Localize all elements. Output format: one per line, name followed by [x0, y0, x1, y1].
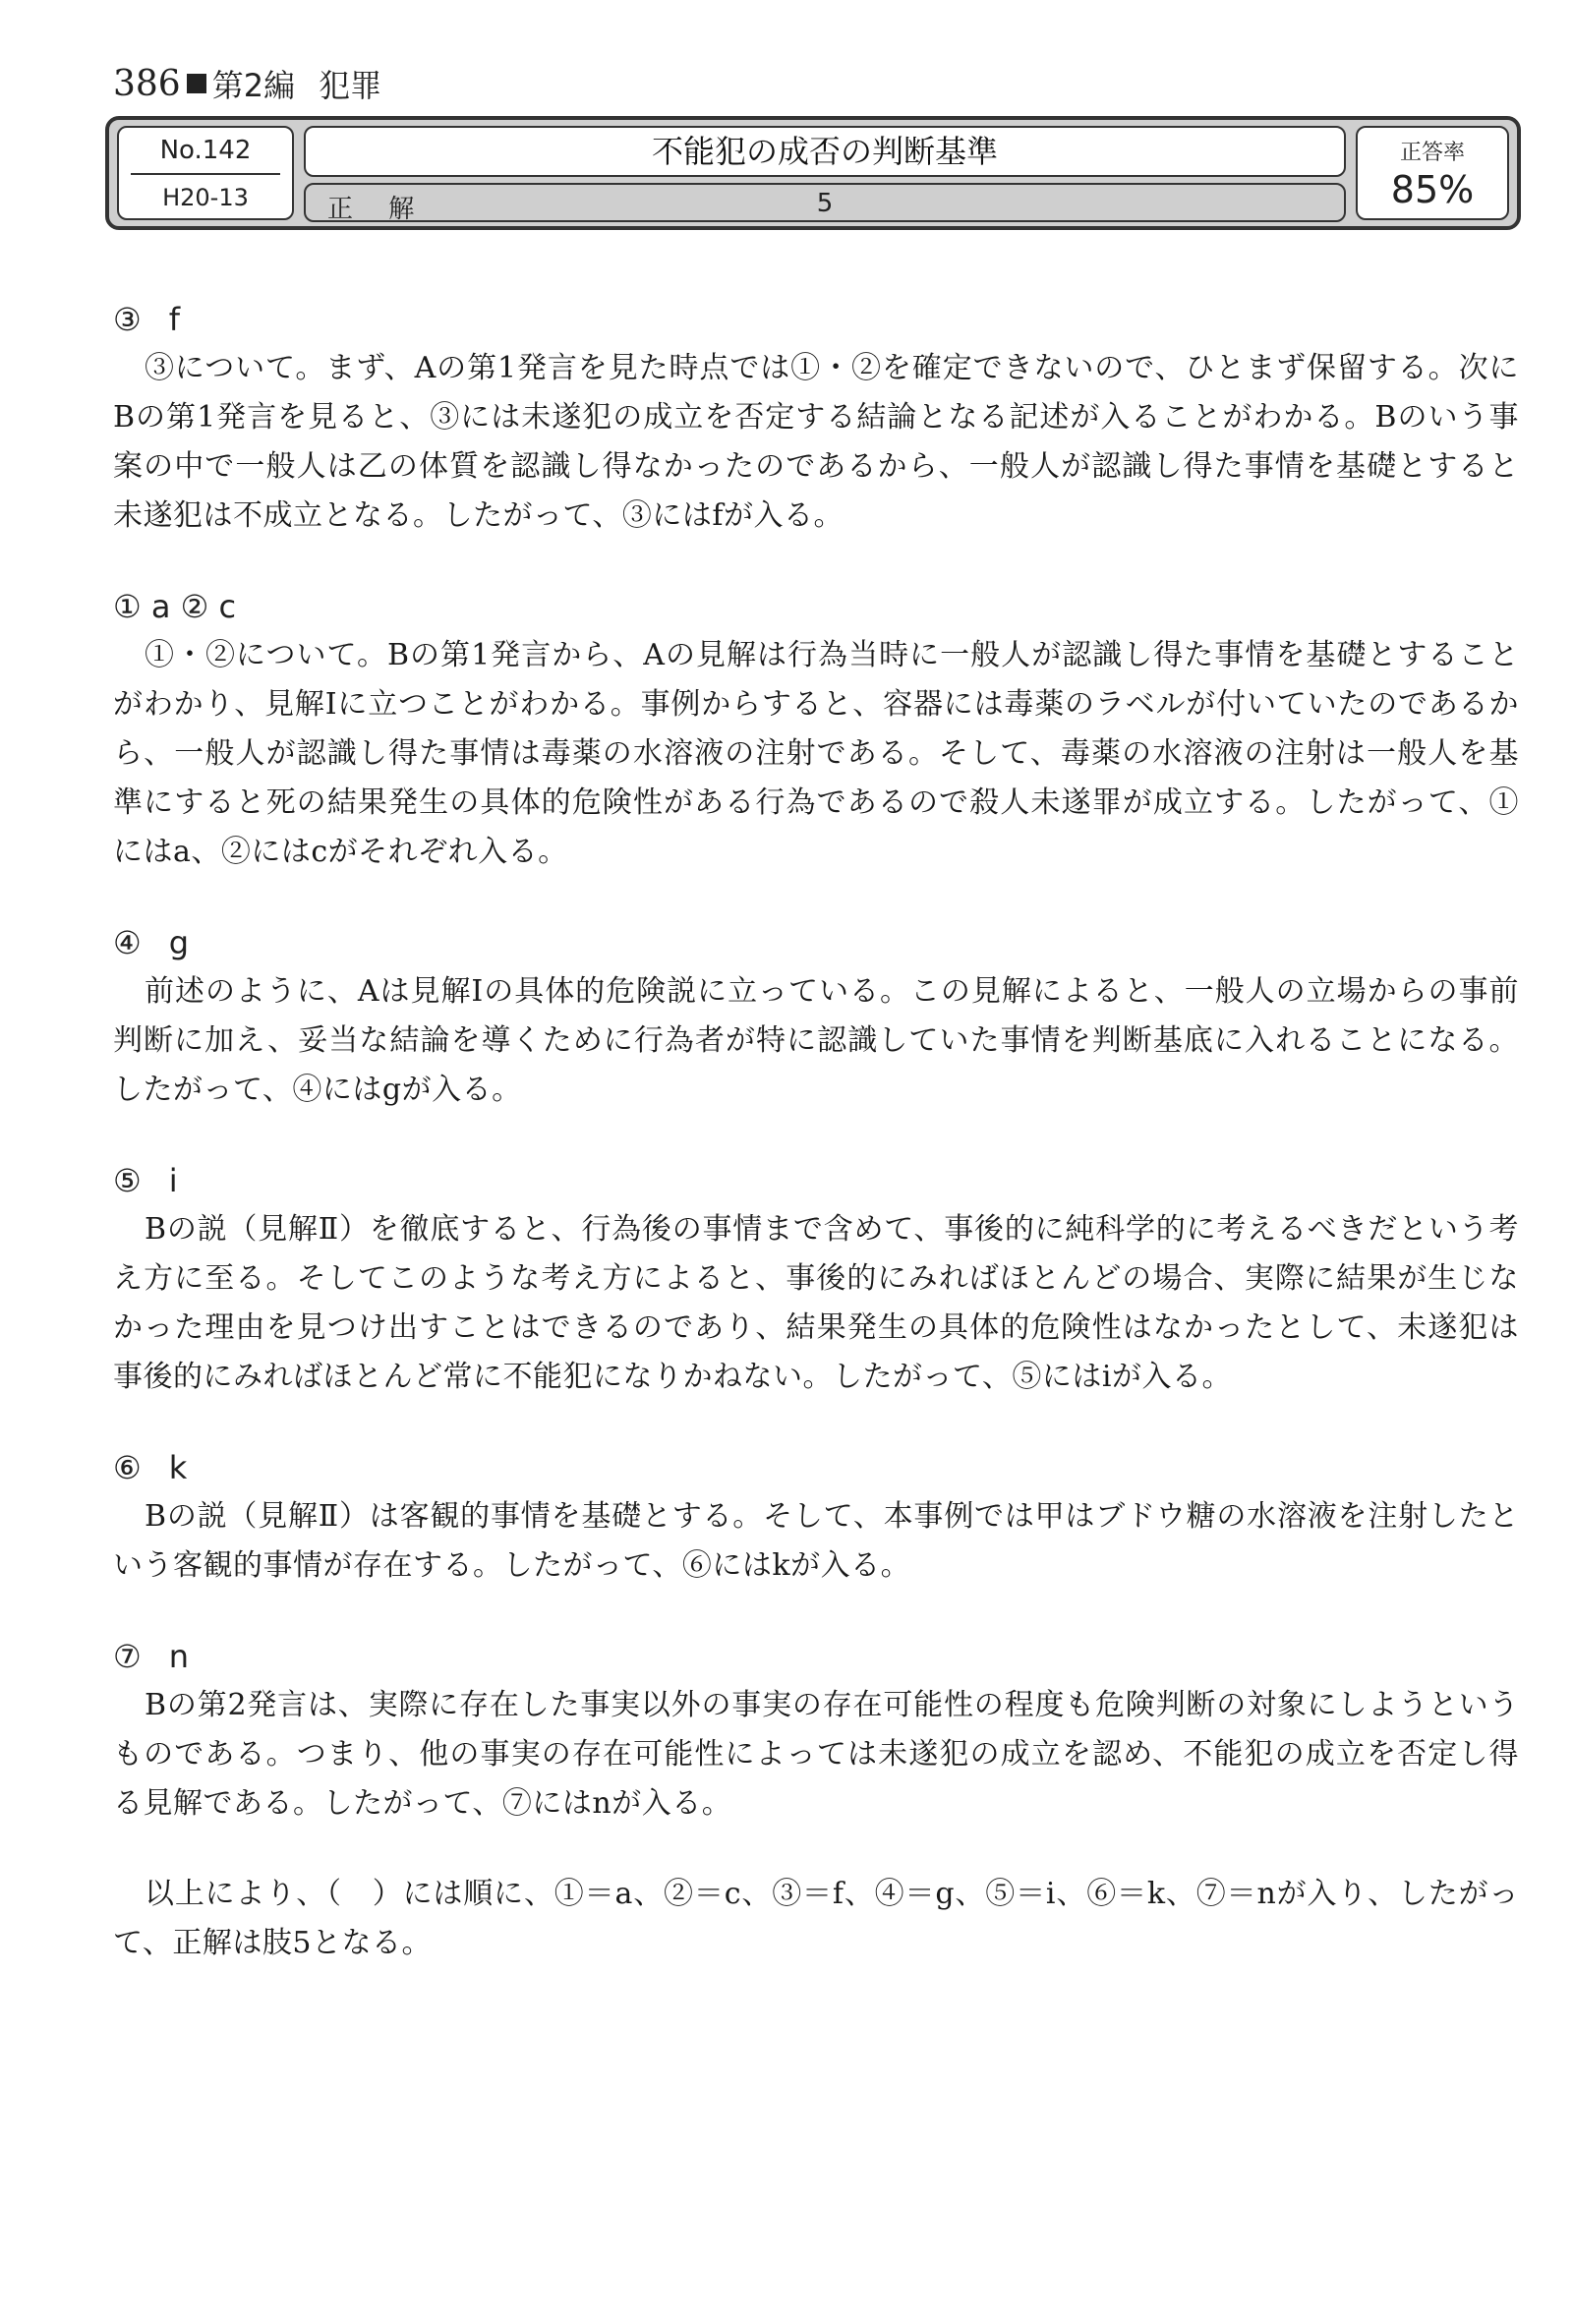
- explanation-section: [113, 1632, 1519, 1829]
- blank-marker: ③: [113, 301, 142, 338]
- question-year-code: H20-13: [162, 184, 249, 211]
- blank-marker: ⑤: [113, 1162, 142, 1199]
- blank-marker: ④: [113, 924, 142, 961]
- explanation-section: [113, 1443, 1519, 1591]
- blank-answer: k: [168, 1449, 188, 1486]
- chapter-label: 犯罪: [319, 67, 382, 104]
- question-title: 不能犯の成否の判断基準: [304, 126, 1346, 177]
- section-heading: [113, 1156, 1519, 1205]
- section-text: Bの第2発言は、実際に存在した事実以外の事実の存在可能性の程度も危険判断の対象にしようというものである。つまり、他の事実の存在可能性によっては未遂犯の成立を認め、不能犯の成立を否定し得る見解である。したがって、⑦にはnが入る。: [113, 1688, 1519, 1821]
- part-label: 第2編: [211, 67, 296, 104]
- section-text: Bの説（見解Ⅱ）を徹底すると、行為後の事情まで含めて、事後的に純科学的に考えるべきだという考え方に至る。そしてこのような考え方によると、事後的にみればほとんどの場合、実際に結果が生じなかった理由を見つけ出すことはできるのであり、結果発生の具体的危険性はなかったとして、未遂犯は事後的にみればほとんど常に不能犯になりかねない。したがって、⑤にはiが入る。: [113, 1212, 1519, 1394]
- section-text: Bの説（見解Ⅱ）は客観的事情を基礎とする。そして、本事例では甲はブドウ糖の水溶液を注射したという客観的事情が存在する。したがって、⑥にはkが入る。: [113, 1499, 1519, 1583]
- blank-marker: ⑥: [113, 1449, 142, 1486]
- explanation-section: [113, 295, 1519, 541]
- blank-answer: f: [168, 301, 180, 338]
- question-header-box: [105, 116, 1521, 230]
- correct-rate-cell: [1356, 126, 1509, 220]
- section-heading: [113, 295, 1519, 344]
- page-number: 386: [113, 63, 181, 104]
- running-head: [113, 61, 381, 106]
- section-heading: [113, 918, 1519, 967]
- square-bullet-icon: [187, 74, 206, 93]
- section-heading: [113, 582, 1519, 631]
- section-heading: [113, 1632, 1519, 1681]
- explanation-body: [113, 295, 1519, 1968]
- blank-answer: i: [168, 1162, 178, 1199]
- correct-rate-value: 85%: [1390, 168, 1475, 211]
- section-text: ①・②について。Bの第1発言から、Aの見解は行為当時に一般人が認識し得た事情を基礎とすることがわかり、見解Ⅰに立つことがわかる。事例からすると、容器には毒薬のラベルが付いていたのであるから、一般人が認識し得た事情は毒薬の水溶液の注射である。そして、毒薬の水溶液の注射は一般人を基準にすると死の結果発生の具体的危険性がある行為であるので殺人未遂罪が成立する。したがって、①にはa、②にはcがそれぞれ入る。: [113, 638, 1519, 869]
- blank-marker: ⑦: [113, 1638, 142, 1675]
- section-text: ③について。まず、Aの第1発言を見た時点では①・②を確定できないので、ひとまず保留する。次にBの第1発言を見ると、③には未遂犯の成立を否定する結論となる記述が入ることがわかる。Bのいう事案の中で一般人は乙の体質を認識し得なかったのであるから、一般人が認識し得た事情を基礎とすると未遂犯は不成立となる。したがって、③にはfが入る。: [113, 351, 1519, 533]
- explanation-section: [113, 918, 1519, 1115]
- blank-answer: g: [168, 924, 189, 961]
- question-number: No.142: [131, 128, 280, 175]
- answer-bar: [304, 183, 1346, 222]
- summary-text: 以上により、（ ）には順に、①＝a、②＝c、③＝f、④＝g、⑤＝i、⑥＝k、⑦＝nが入り、したがって、正解は肢5となる。: [113, 1877, 1519, 1960]
- section-text: 前述のように、Aは見解Ⅰの具体的危険説に立っている。この見解によると、一般人の立場からの事前判断に加え、妥当な結論を導くために行為者が特に認識していた事情を判断基底に入れることになる。したがって、④にはgが入る。: [113, 974, 1519, 1107]
- correct-rate-label: 正答率: [1399, 141, 1465, 165]
- answer-value: 5: [816, 189, 834, 218]
- explanation-section: [113, 1156, 1519, 1402]
- answer-label: 正 解: [327, 195, 429, 224]
- explanation-section: [113, 582, 1519, 877]
- blank-answer: n: [168, 1638, 189, 1675]
- question-id-cell: [117, 126, 294, 220]
- section-heading: [113, 1443, 1519, 1492]
- blank-marker: ① a ② c: [113, 588, 237, 625]
